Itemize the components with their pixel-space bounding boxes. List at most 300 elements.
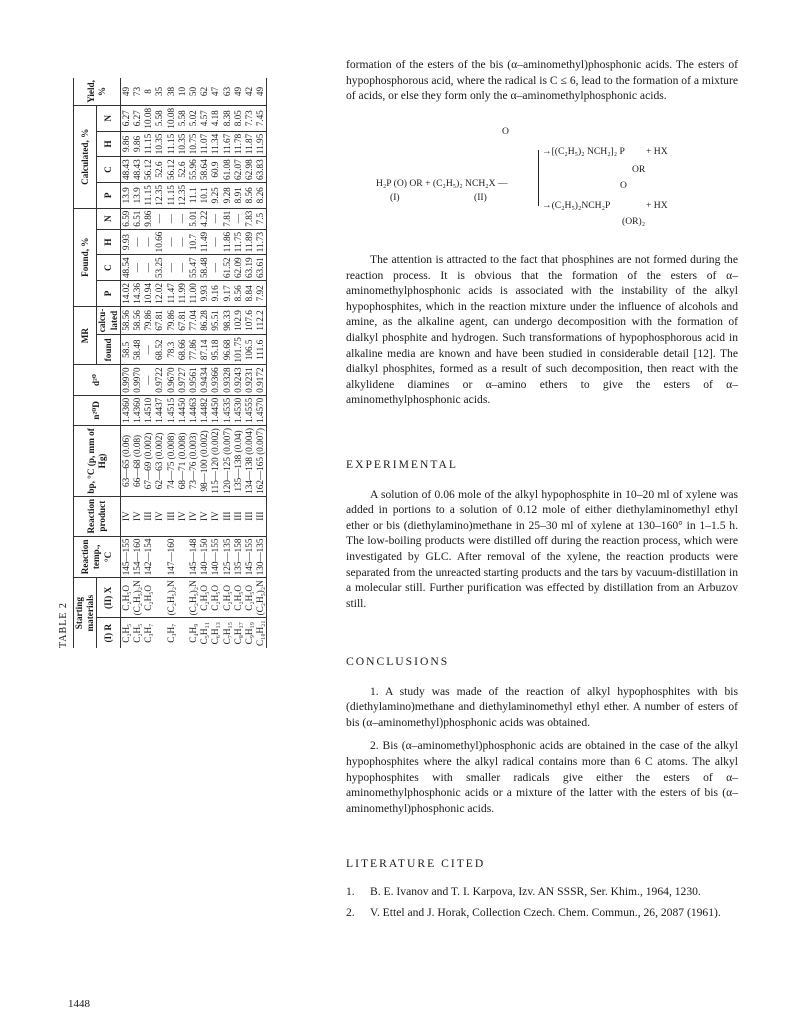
table-cell-cc: 61.08 [222,157,233,183]
table-cell-fc: 53.25 [154,255,165,281]
table-cell-y: 8 [143,78,154,105]
table-cell-t [154,536,165,578]
table-cell-bp: 68—71 (0.008) [177,425,188,496]
table-cell-cn: 6.27 [120,105,132,131]
table-cell-x: (C₂H₅)₂N [166,578,177,618]
reference-list [346,884,738,921]
discussion-paragraph [346,252,738,408]
table-cell-nd: 1.4482 [199,395,210,425]
table-cell-y: 49 [233,78,244,105]
scheme-plus-hx-2: + HX [646,200,668,211]
table-row [120,78,132,648]
table-cell-mrf: — [143,335,154,365]
table-cell-cp: 13.9 [132,182,143,208]
subheader-found-p: P [97,281,120,307]
table-cell-r: C₄H₉ [188,623,199,643]
table-cell-fp: 14.02 [120,281,132,307]
table-cell-nd: 1.4510 [143,395,154,425]
table-cell-fc: — [166,255,177,281]
table-cell-fh: — [132,229,143,255]
header-found: Found, % [74,208,97,306]
table-cell-fp: 8.56 [233,281,244,307]
table-cell-mrf: 78.3 [166,335,177,365]
table-cell-r: C₂H₅ [120,623,131,643]
table-cell-t: 147—160 [166,536,177,578]
table-cell-nd: 1.4535 [222,395,233,425]
discussion-text: The attention is attracted to the fact that phosphines are not formed during the reaction process. It is obvious that the formation of the esters of α–aminomethylphosphonic acids is associated with the instability of the alkyl hypophosphites, which in the reaction mixture under the influence of alcohols and amine, as the alkaline agent, can undergo decomposition with the formation of dialkyl phosphite and hydrogen. Such transformations of hypophosphorous acid in alkaline media are known and have been studied in considerable detail [12]. The dialkyl phosphites, formed as a result of such decomposition, then react with the alkylidene diamines or α–amino ethers to give the esters of α–aminomethylphosphonic acids. [346,253,738,407]
table-cell-fp: 11.00 [188,281,199,307]
table-cell-x: C₂H₅O [244,578,255,618]
table-cell-y: 35 [154,78,165,105]
table-cell-r [177,618,188,648]
table-cell-bp: 120—125 (0.007) [222,425,233,496]
table-cell-cn: 10.08 [166,105,177,131]
table-cell-fn: 9.86 [143,208,154,229]
table-cell-mrc: 79.86 [143,306,154,334]
table-cell-fc: 48.54 [120,255,132,281]
subheader-found-c: C [97,255,120,281]
table-cell-bp: 73—76 (0.003) [188,425,199,496]
table-cell-d: 0.9243 [233,365,244,395]
table-cell-fn: 7.83 [244,208,255,229]
subheader-mr-calc: calcu-lated [97,306,120,334]
table-cell-mrc: 77.04 [188,306,199,334]
table-cell-r [154,618,165,648]
table-cell-cp: 11.15 [166,182,177,208]
table-cell-d: 0.9970 [132,365,143,395]
table-cell-fc: 63.19 [244,255,255,281]
table-cell-x: (C₂H₅)₂N [188,578,199,618]
subheader-x: (II) X [97,578,120,618]
table-cell-fn: 6.59 [120,208,132,229]
table-cell-fp: 10.94 [143,281,154,307]
scheme-plus-hx-1: + HX [646,146,668,157]
table-cell-ch: 10.75 [188,131,199,157]
table-cell-bp: 98—100 (0.002) [199,425,210,496]
table-cell-t: 145—148 [188,536,199,578]
table-cell-fh: 11.75 [233,229,244,255]
table-cell-cn: 7.45 [255,105,267,131]
table-cell-y: 62 [199,78,210,105]
table-cell-cn: 5.02 [188,105,199,131]
table-row [166,78,177,648]
table-cell-fh: 10.66 [154,229,165,255]
table-cell-y: 50 [188,78,199,105]
table-cell-y: 47 [210,78,221,105]
table-cell-ch: 10.35 [177,131,188,157]
table-cell-cp: 12.35 [177,182,188,208]
table-cell-fp: 12.02 [154,281,165,307]
table-cell-d: 0.9172 [255,365,267,395]
table-cell-cc: 55.96 [188,157,199,183]
table-cell-mrf: 58.48 [132,335,143,365]
table-cell-fp: 11.47 [166,281,177,307]
table-cell-fc: 61.52 [222,255,233,281]
table-cell-mrf: 101.75 [233,335,244,365]
table-cell-y: 73 [132,78,143,105]
table-cell-r: C₃H₇ [143,623,154,643]
table-cell-nd: 1.4570 [255,395,267,425]
table-cell-fh: — [177,229,188,255]
table-cell-mrf: 96.68 [222,335,233,365]
table-cell-cn: 5.58 [154,105,165,131]
table-cell-fn: — [210,208,221,229]
table-cell-r: C₈H₁₇ [232,622,243,645]
table-cell-d: 0.9970 [120,365,132,395]
table-row [210,78,221,648]
table-cell-bp: 63—65 (0.06) [120,425,132,496]
table-cell-cc: 58.64 [199,157,210,183]
table-cell-cn: 4.57 [199,105,210,131]
table-cell-mrc: 112.2 [255,306,267,334]
table-cell-y: 63 [222,78,233,105]
table-cell-y: 49 [255,78,267,105]
table-cell-cn: 6.27 [132,105,143,131]
table-cell-bp: 162—165 (0.007) [255,425,267,496]
table-cell-r: C₅H₁₁ [199,622,210,645]
reference-number: 2. [346,906,355,920]
scheme-o-mid: O [620,180,627,191]
table-cell-x: C₂H₅O [199,578,210,618]
table-cell-y: 42 [244,78,255,105]
experimental-text: A solution of 0.06 mole of the alkyl hypophosphite in 10–20 ml of xylene was added in portions to a solution of 0.12 mole of either diethylaminomethyl ethyl ether or bis (diethylamino)methane in 25–30 ml of xylene at 130–160° in 1–1.5 h. The low-boiling products were distilled off during the reaction process, which were investigated by GLC. After removal of the xylene, the reaction products were separated from the unreacted starting products and the tars by vacuum-distillation in a molecular still. Further purification was effected by distillation from an Arbuzov still. [346,487,738,610]
table-cell-fn: 6.51 [132,208,143,229]
table-cell-prod: III [255,496,267,536]
table-cell-mrc: 98.33 [222,306,233,334]
table-cell-mrc: 67.81 [154,306,165,334]
table-cell-fh: 11.86 [222,229,233,255]
table-cell-ch: 11.78 [233,131,244,157]
table-cell-x: C₂H₅O [210,578,221,618]
table-cell-cp: 8.56 [244,182,255,208]
table-cell-nd: 1.4360 [120,395,132,425]
table-cell-cn: 4.18 [210,105,221,131]
scheme-o-top: O [502,126,509,137]
table-cell-cc: 63.83 [255,157,267,183]
table-cell-nd: 1.4450 [177,395,188,425]
table-cell-bp: 134—138 (0.004) [244,425,255,496]
table-cell-cp: 8.91 [233,182,244,208]
table-cell-t [177,536,188,578]
table-cell-prod: IV [210,496,221,536]
table-cell-prod: IV [120,496,132,536]
table-cell-t: 125—135 [222,536,233,578]
table-cell-cc: 60.9 [210,157,221,183]
table-cell-fn: 5.01 [188,208,199,229]
data-table [73,78,267,648]
table-cell-y: 38 [166,78,177,105]
table-cell-cc: 56.12 [143,157,154,183]
table-cell-cn: 10.08 [143,105,154,131]
table-cell-cp: 11.15 [143,182,154,208]
table-cell-prod: III [143,496,154,536]
table-row [244,78,255,648]
table-cell-d: 0.9434 [199,365,210,395]
table-cell-cc: 52.6 [177,157,188,183]
intro-paragraph [346,57,738,104]
table-cell-bp: 74—75 (0.008) [166,425,177,496]
page-number: 1448 [68,998,90,1010]
subheader-found-h: H [97,229,120,255]
table-cell-d: — [143,365,154,395]
reference-item [346,905,738,921]
table-cell-mrc: 102.9 [233,306,244,334]
table-cell-fc: — [177,255,188,281]
literature-section [346,856,738,921]
scheme-product-iii: →[(C₂H₅)₂ NCH₂]₂ P [542,146,625,157]
table-caption: TABLE 2 [58,602,69,648]
scheme-product-iv: →(C₂H₅)₂NCH₂P [542,200,611,211]
scheme-reactant: H₂P (O) OR + (C₂H₅)₂ NCH₂X — [376,178,508,189]
table-cell-x [154,578,165,618]
table-cell-fc: 58.48 [199,255,210,281]
table-cell-fp: 9.17 [222,281,233,307]
table-cell-mrf: 68.52 [154,335,165,365]
table-cell-x: C₂H₅O [222,578,233,618]
subheader-found-n: N [97,208,120,229]
table-cell-x: (C₂H₅)₂N [132,578,143,618]
table-cell-d: 0.9231 [244,365,255,395]
table-cell-fp: 9.16 [210,281,221,307]
table-cell-mrc: 58.56 [120,306,132,334]
table-cell-nd: 1.4555 [244,395,255,425]
table-cell-bp: 115—120 (0.002) [210,425,221,496]
table-cell-bp: 135—138 (0.04) [233,425,244,496]
table-cell-mrf: 68.66 [177,335,188,365]
table-body [120,78,267,648]
table-cell-fn: 4.22 [199,208,210,229]
table-cell-mrf: 58.5 [120,335,132,365]
table-cell-fh: — [166,229,177,255]
header-nd: n²⁰D [74,395,121,425]
reaction-scheme [346,126,738,244]
subheader-calc-h: H [97,131,120,157]
table-row [154,78,165,648]
table-cell-fc: 62.09 [233,255,244,281]
table-cell-cc: 62.07 [233,157,244,183]
experimental-heading: EXPERIMENTAL [346,458,458,471]
table-cell-cc: 48.43 [120,157,132,183]
table-row [143,78,154,648]
table-cell-cp: 13.9 [120,182,132,208]
table-cell-prod: IV [188,496,199,536]
table-cell-ch: 11.07 [199,131,210,157]
table-row [188,78,199,648]
table-cell-mrc: 79.86 [166,306,177,334]
table-cell-fn: — [154,208,165,229]
table-cell-cc: 62.98 [244,157,255,183]
table-cell-d: 0.9722 [154,365,165,395]
table-cell-prod: IV [199,496,210,536]
table-cell-y: 49 [120,78,132,105]
table-cell-t: 130—135 [255,536,267,578]
table-cell-ch: 10.35 [154,131,165,157]
table-cell-fp: 11.99 [177,281,188,307]
header-yield: Yield, % [74,78,121,105]
table-cell-prod: III [244,496,255,536]
table-cell-cp: 9.25 [210,182,221,208]
table-cell-ch: 11.34 [210,131,221,157]
table-row [222,78,233,648]
table-cell-mrf: 87.14 [199,335,210,365]
conclusions-section [346,654,738,816]
table-row [199,78,210,648]
table-cell-x: C₂H₅O [120,578,132,618]
header-density: d²⁰ [74,365,121,395]
table-cell-fh: — [210,229,221,255]
table-cell-prod: III [166,496,177,536]
conclusion-1: 1. A study was made of the reaction of alkyl hypophosphites with bis (diethylamino)methane and diethylaminomethyl ethyl ether. A number of esters of bis (α–aminomethyl)phosphonic acids was obtained. [346,684,738,729]
table-cell-nd: 1.4450 [210,395,221,425]
table-cell-fh: 11.89 [244,229,255,255]
subheader-r: (I) R [97,618,120,648]
table-cell-fc: 55.47 [188,255,199,281]
table-cell-cc: 56.12 [166,157,177,183]
reference-text: B. E. Ivanov and T. I. Karpova, Izv. AN SSSR, Ser. Khim., 1964, 1230. [370,884,701,898]
table-cell-t: 140—155 [210,536,221,578]
table-cell-d: 0.9561 [188,365,199,395]
table-cell-t: 154—160 [132,536,143,578]
table-cell-d: 0.9670 [166,365,177,395]
header-starting-materials: Starting materials [74,578,97,648]
table-cell-fh: 11.73 [255,229,267,255]
table-cell-cp: 10.1 [199,182,210,208]
table-cell-prod: IV [154,496,165,536]
subheader-calc-c: C [97,157,120,183]
table-cell-fc: 63.61 [255,255,267,281]
table-cell-mrc: 67.81 [177,306,188,334]
table-cell-mrf: 111.6 [255,335,267,365]
table-cell-prod: IV [177,496,188,536]
table-row [177,78,188,648]
table-cell-r: C₃H₇ [165,623,176,643]
table-cell-fp: 9.93 [199,281,210,307]
table-cell-x: (C₂H₅)₂N [255,578,267,618]
header-bp: bp, °C (p, mm of Hg) [74,425,121,496]
table-cell-nd: 1.4360 [132,395,143,425]
table-cell-x: C₂H₅O [143,578,154,618]
table-cell-fn: — [166,208,177,229]
table-cell-cc: 52.6 [154,157,165,183]
scheme-label-i: (I) [390,192,400,203]
table-cell-nd: 1.4437 [154,395,165,425]
scheme-label-ii: (II) [474,192,487,203]
table-cell-cp: 8.26 [255,182,267,208]
header-reaction-product: Reaction product [74,496,121,536]
table-cell-r: C₂H₅ [132,623,143,643]
table-cell-prod: III [233,496,244,536]
table-cell-mrc: 58.56 [132,306,143,334]
table-row [233,78,244,648]
scheme-bracket-line [538,150,539,206]
table-cell-fn: 7.5 [255,208,267,229]
table-cell-cn: 7.73 [244,105,255,131]
table-cell-fh: 9.93 [120,229,132,255]
table-cell-cp: 12.35 [154,182,165,208]
table-row [255,78,267,648]
table-cell-t: 145—155 [244,536,255,578]
table-row [132,78,143,648]
table-cell-d: 0.9727 [177,365,188,395]
table-cell-mrf: 95.18 [210,335,221,365]
table-cell-cp: 11.1 [188,182,199,208]
table-cell-d: 0.9328 [222,365,233,395]
subheader-calc-p: P [97,182,120,208]
table-cell-t: 142—154 [143,536,154,578]
scheme-or-iii: OR [632,164,646,175]
table-cell-ch: 11.87 [244,131,255,157]
table-cell-fp: 14.36 [132,281,143,307]
reference-number: 1. [346,884,355,898]
table-cell-x [177,578,188,618]
table-cell-fh: — [143,229,154,255]
table-cell-mrc: 107.6 [244,306,255,334]
table-cell-fn: — [233,208,244,229]
conclusions-heading: CONCLUSIONS [346,655,450,668]
table-cell-bp: 62—63 (0.002) [154,425,165,496]
header-reaction-temp: Reaction temp., °C [74,536,121,578]
table-cell-nd: 1.4515 [166,395,177,425]
table-cell-bp: 66—68 (0.08) [132,425,143,496]
table-cell-ch: 11.95 [255,131,267,157]
intro-text: formation of the esters of the bis (α–aminomethyl)phosphonic acids. The esters of hypophosphorous acid, where the radical is C ≤ 6, lead to the formation of a mixture of acids, or else they form only the α–aminomethylphosphonic acids. [346,58,738,103]
table-cell-fc: — [210,255,221,281]
table-cell-nd: 1.4463 [188,395,199,425]
reference-item [346,884,738,900]
table-cell-r: C₇H₁₅ [221,622,232,645]
table-cell-r: C₆H₁₃ [210,622,221,645]
header-calculated: Calculated, % [74,105,97,208]
table-cell-fc: — [132,255,143,281]
conclusion-2: 2. Bis (α–aminomethyl)phosphonic acids are obtained in the case of the alkyl hypophosphites where the alkyl radical contains more than 6 C atoms. The alkyl hypophosphites with smaller radicals give either the esters of α–aminomethylphosphonic acids or a mixture of the latter with the esters of bis (α–aminomethyl)phosphonic acids. [346,739,738,815]
table-cell-cn: 8.05 [233,105,244,131]
table-cell-fc: — [143,255,154,281]
table-cell-fn: 7.81 [222,208,233,229]
table-cell-ch: 9.86 [120,131,132,157]
table-cell-ch: 11.67 [222,131,233,157]
table-cell-fp: 7.92 [255,281,267,307]
table-cell-prod: III [222,496,233,536]
table-cell-fh: 10.7 [188,229,199,255]
table-cell-prod: IV [132,496,143,536]
table-cell-ch: 11.15 [166,131,177,157]
table-cell-fh: 11.49 [199,229,210,255]
table-cell-bp: 67—69 (0.002) [143,425,154,496]
table-cell-ch: 9.86 [132,131,143,157]
table-cell-ch: 11.15 [143,131,154,157]
subheader-mr-found: found [97,335,120,365]
table-cell-t: 135—158 [233,536,244,578]
table-cell-mrf: 106.5 [244,335,255,365]
experimental-section [346,457,738,611]
table-cell-r: C₁₀H₂₁ [255,618,267,648]
table-cell-mrc: 95.51 [210,306,221,334]
table-cell-fp: 8.84 [244,281,255,307]
table-cell-mrf: 77.86 [188,335,199,365]
table-cell-nd: 1.4530 [233,395,244,425]
table-cell-mrc: 86.28 [199,306,210,334]
subheader-calc-n: N [97,105,120,131]
table-cell-cn: 8.38 [222,105,233,131]
table-cell-d: 0.9366 [210,365,221,395]
table-cell-fn: — [177,208,188,229]
table-cell-t: 140—150 [199,536,210,578]
header-mr: MR [74,306,97,365]
table-cell-cp: 9.28 [222,182,233,208]
literature-heading: LITERATURE CITED [346,857,486,870]
table-cell-r: C₉H₁₉ [244,622,255,645]
scheme-or-iv: (OR)₂ [622,216,646,227]
